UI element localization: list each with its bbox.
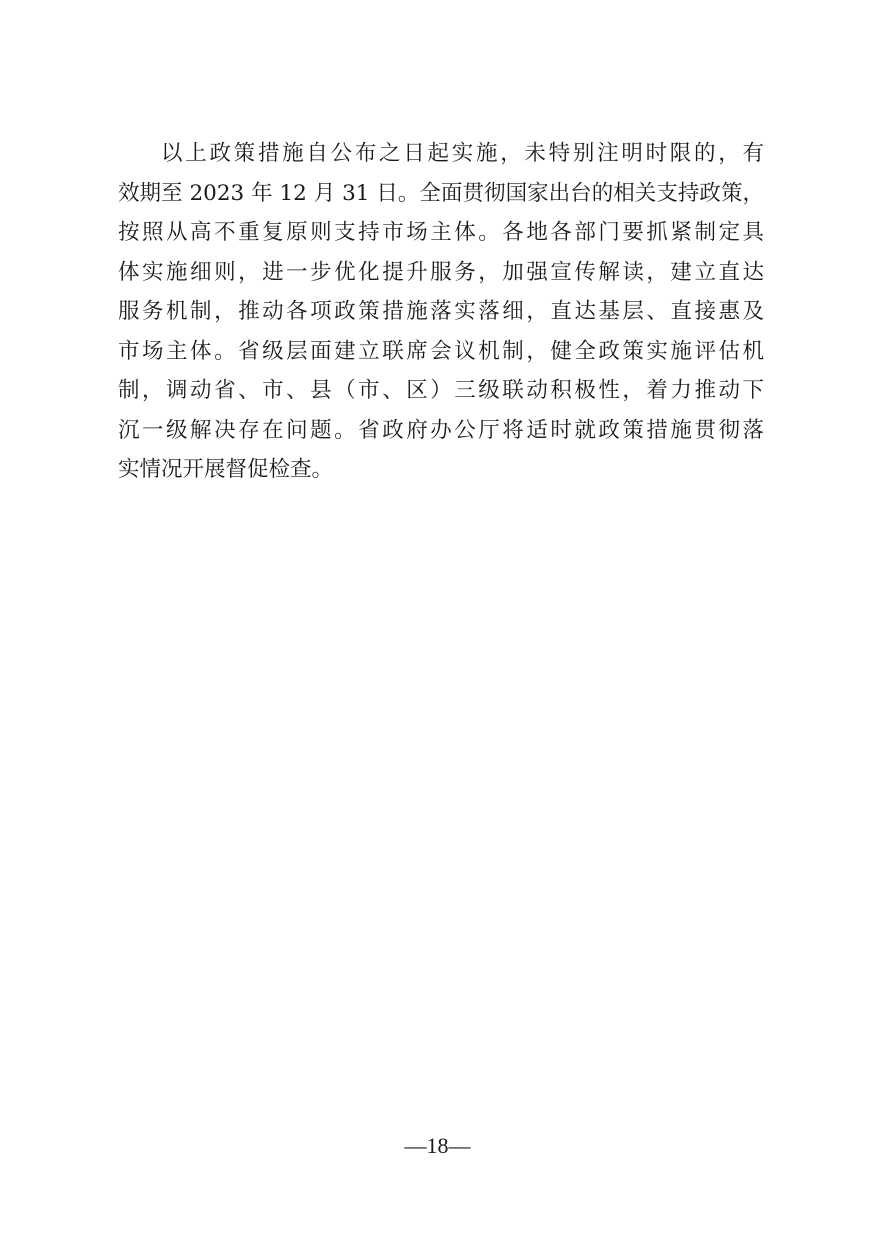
page-number: —18—: [404, 1133, 471, 1158]
paragraph-line: 体实施细则，进一步优化提升服务，加强宣传解读，建立直达: [118, 259, 764, 285]
paragraph-line: 市场主体。省级层面建立联席会议机制，健全政策实施评估机: [118, 338, 764, 364]
paragraph-line: 沉一级解决存在问题。省政府办公厅将适时就政策措施贯彻落: [118, 417, 764, 443]
paragraph-line: 以上政策措施自公布之日起实施，未特别注明时限的，有: [161, 141, 764, 166]
paragraph-line: 实情况开展督促检查。: [118, 457, 334, 482]
paragraph-line: 按照从高不重复原则支持市场主体。各地各部门要抓紧制定具: [118, 220, 764, 245]
body-paragraph: [118, 134, 764, 490]
paragraph-line: 制，调动省、市、县（市、区）三级联动积极性，着力推动下: [118, 378, 764, 403]
paragraph-line: 效期至 2023 年 12 月 31 日。全面贯彻国家出台的相关支持政策，: [118, 180, 764, 206]
paragraph-line: 服务机制，推动各项政策措施落实落细，直达基层、直接惠及: [118, 299, 764, 324]
